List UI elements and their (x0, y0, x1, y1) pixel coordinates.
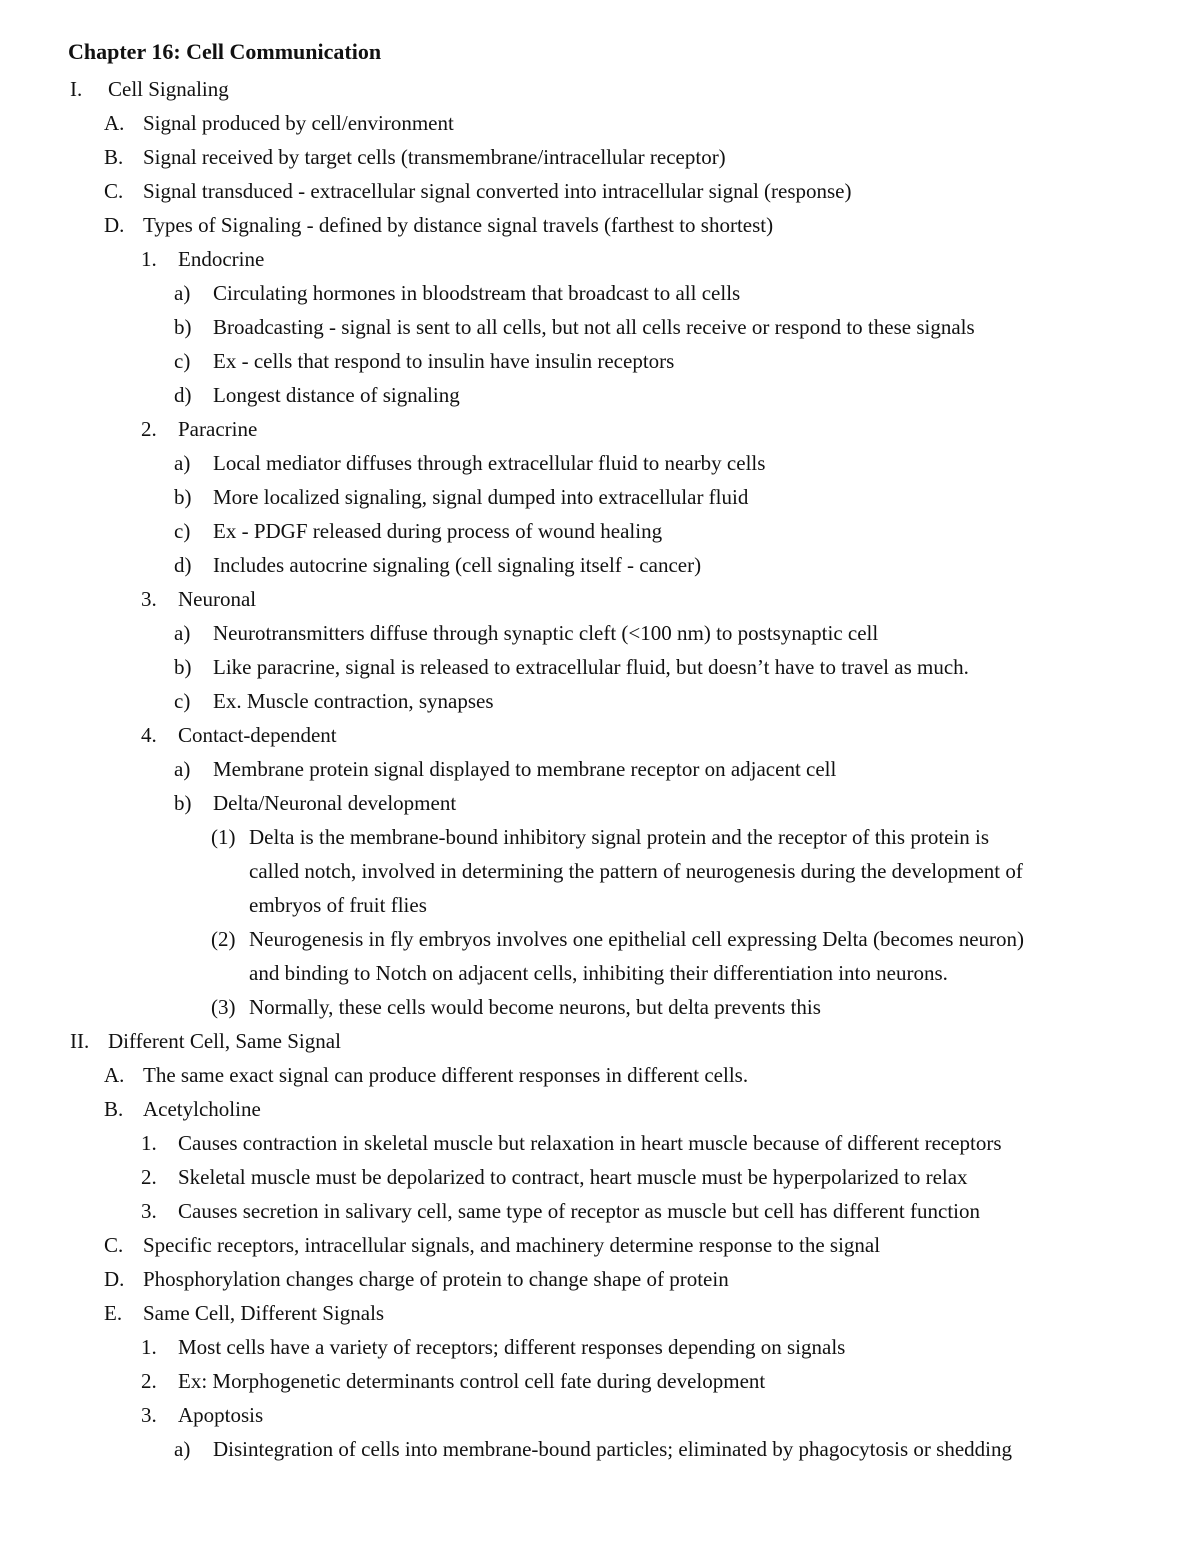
outline-marker: 2. (141, 417, 157, 441)
outline-item (0, 1126, 1200, 1160)
outline-list (0, 72, 1200, 1466)
outline-item (0, 242, 1200, 276)
outline-text: Most cells have a variety of receptors; different responses depending on signals (178, 1335, 846, 1359)
outline-text: Same Cell, Different Signals (143, 1301, 385, 1325)
outline-item (0, 480, 1200, 514)
outline-text: Ex: Morphogenetic determinants control cell fate during development (178, 1369, 766, 1393)
outline-marker: D. (104, 1267, 125, 1291)
outline-item (0, 1194, 1200, 1228)
outline-item (0, 1092, 1200, 1126)
outline-marker: a) (174, 757, 191, 781)
outline-text: Disintegration of cells into membrane-bound particles; eliminated by phagocytosis or shedding (213, 1437, 1012, 1461)
outline-marker: b) (174, 315, 192, 339)
outline-text: Neurotransmitters diffuse through synaptic cleft (<100 nm) to postsynaptic cell (213, 621, 879, 645)
outline-item (0, 990, 1200, 1024)
outline-text: Delta is the membrane-bound inhibitory signal protein and the receptor of this protein is (249, 825, 990, 849)
outline-item (0, 1330, 1200, 1364)
outline-text: Signal produced by cell/environment (143, 111, 454, 135)
outline-marker: 4. (141, 723, 157, 747)
outline-item (0, 1058, 1200, 1092)
outline-text: Causes secretion in salivary cell, same type of receptor as muscle but cell has different function (178, 1199, 980, 1223)
outline-marker: c) (174, 519, 191, 543)
outline-text: Paracrine (178, 417, 258, 441)
outline-item (0, 140, 1200, 174)
outline-marker: d) (174, 383, 192, 407)
outline-item (0, 276, 1200, 310)
outline-marker: (2) (211, 927, 236, 951)
outline-marker: d) (174, 553, 192, 577)
outline-text: Acetylcholine (143, 1097, 261, 1121)
outline-item (0, 956, 1200, 990)
outline-text: Local mediator diffuses through extracellular fluid to nearby cells (213, 451, 766, 475)
outline-item (0, 378, 1200, 412)
outline-item (0, 888, 1200, 922)
outline-item (0, 548, 1200, 582)
outline-text: Membrane protein signal displayed to membrane receptor on adjacent cell (213, 757, 837, 781)
outline-text: Specific receptors, intracellular signals, and machinery determine response to the signal (143, 1233, 881, 1257)
outline-item (0, 922, 1200, 956)
outline-item (0, 1364, 1200, 1398)
outline-item (0, 106, 1200, 140)
outline-text: Endocrine (178, 247, 265, 271)
outline-item (0, 786, 1200, 820)
outline-text: Phosphorylation changes charge of protein to change shape of protein (143, 1267, 729, 1291)
outline-text: Skeletal muscle must be depolarized to contract, heart muscle must be hyperpolarized to relax (178, 1165, 968, 1189)
outline-item (0, 514, 1200, 548)
outline-item (0, 1024, 1200, 1058)
outline-marker: I. (70, 77, 83, 101)
outline-text: and binding to Notch on adjacent cells, inhibiting their differentiation into neurons. (249, 961, 948, 985)
outline-marker: c) (174, 689, 191, 713)
outline-marker: II. (70, 1029, 90, 1053)
outline-marker: 1. (141, 1335, 157, 1359)
outline-marker: a) (174, 281, 191, 305)
outline-marker: E. (104, 1301, 123, 1325)
outline-text: Includes autocrine signaling (cell signaling itself - cancer) (213, 553, 702, 577)
outline-marker: B. (104, 145, 124, 169)
outline-item (0, 72, 1200, 106)
outline-marker: 2. (141, 1369, 157, 1393)
outline-text: called notch, involved in determining the pattern of neurogenesis during the development of (249, 859, 1023, 883)
outline-text: Neurogenesis in fly embryos involves one epithelial cell expressing Delta (becomes neuron) (249, 927, 1025, 951)
outline-text: Apoptosis (178, 1403, 264, 1427)
outline-marker: 2. (141, 1165, 157, 1189)
outline-item (0, 1262, 1200, 1296)
outline-marker: a) (174, 1437, 191, 1461)
outline-marker: B. (104, 1097, 124, 1121)
outline-item (0, 310, 1200, 344)
outline-marker: 1. (141, 1131, 157, 1155)
outline-marker: b) (174, 791, 192, 815)
outline-marker: A. (104, 1063, 125, 1087)
outline-item (0, 1398, 1200, 1432)
outline-item (0, 684, 1200, 718)
outline-marker: 1. (141, 247, 157, 271)
outline-text: Signal transduced - extracellular signal converted into intracellular signal (response) (143, 179, 852, 203)
outline-marker: 3. (141, 1403, 157, 1427)
outline-item (0, 854, 1200, 888)
outline-item (0, 208, 1200, 242)
outline-item (0, 616, 1200, 650)
outline-marker: c) (174, 349, 191, 373)
outline-text: Ex - cells that respond to insulin have insulin receptors (213, 349, 675, 373)
outline-item (0, 582, 1200, 616)
outline-text: Contact-dependent (178, 723, 337, 747)
outline-marker: b) (174, 655, 192, 679)
outline-text: Ex. Muscle contraction, synapses (213, 689, 494, 713)
outline-text: embryos of fruit flies (249, 893, 427, 917)
outline-text: Longest distance of signaling (213, 383, 460, 407)
outline-text: The same exact signal can produce different responses in different cells. (143, 1063, 749, 1087)
outline-marker: D. (104, 213, 125, 237)
outline-text: Normally, these cells would become neurons, but delta prevents this (249, 995, 821, 1019)
outline-text: Types of Signaling - defined by distance signal travels (farthest to shortest) (143, 213, 774, 237)
outline-item (0, 1296, 1200, 1330)
outline-marker: a) (174, 621, 191, 645)
outline-marker: a) (174, 451, 191, 475)
outline-marker: A. (104, 111, 125, 135)
outline-item (0, 446, 1200, 480)
outline-text: Broadcasting - signal is sent to all cells, but not all cells receive or respond to these signals (213, 315, 975, 339)
outline-item (0, 1160, 1200, 1194)
outline-item (0, 412, 1200, 446)
outline-item (0, 650, 1200, 684)
outline-item (0, 1432, 1200, 1466)
chapter-title: Chapter 16: Cell Communication (68, 39, 382, 64)
outline-marker: C. (104, 179, 124, 203)
outline-item (0, 174, 1200, 208)
outline-item (0, 718, 1200, 752)
outline-text: Neuronal (178, 587, 257, 611)
outline-marker: (3) (211, 995, 236, 1019)
outline-text: Ex - PDGF released during process of wound healing (213, 519, 663, 543)
outline-item (0, 1228, 1200, 1262)
outline-text: More localized signaling, signal dumped into extracellular fluid (213, 485, 749, 509)
outline-text: Signal received by target cells (transmembrane/intracellular receptor) (143, 145, 726, 169)
outline-marker: b) (174, 485, 192, 509)
outline-text: Delta/Neuronal development (213, 791, 457, 815)
outline-marker: 3. (141, 587, 157, 611)
outline-item (0, 820, 1200, 854)
outline-text: Causes contraction in skeletal muscle but relaxation in heart muscle because of different receptors (178, 1131, 1002, 1155)
outline-marker: 3. (141, 1199, 157, 1223)
outline-text: Cell Signaling (108, 77, 229, 101)
outline-item (0, 344, 1200, 378)
outline-text: Circulating hormones in bloodstream that broadcast to all cells (213, 281, 741, 305)
outline-marker: C. (104, 1233, 124, 1257)
outline-text: Like paracrine, signal is released to extracellular fluid, but doesn’t have to travel as much. (213, 655, 969, 679)
outline-text: Different Cell, Same Signal (108, 1029, 341, 1053)
outline-item (0, 752, 1200, 786)
outline-marker: (1) (211, 825, 236, 849)
